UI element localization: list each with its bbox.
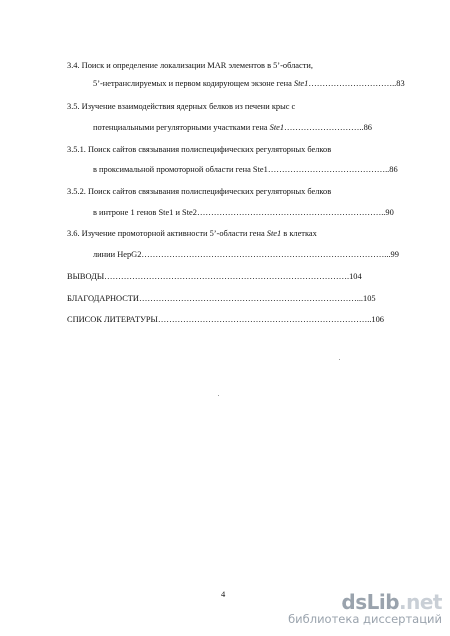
watermark-subtitle: библиотека диссертаций [288,612,442,626]
toc-page-number: 105 [363,294,376,303]
scan-speck [218,395,219,396]
toc-entry-3-6-line2: линии HepG2……………………………………………………………………………...99 [93,250,399,259]
toc-entry-3-6-line1: 3.6. Изучение промоторной активности 5’-области гена Ste1 в клетках [67,229,317,238]
toc-page-number: 86 [363,123,372,132]
toc-page-number: 90 [385,208,394,217]
toc-entry-references: СПИСОК ЛИТЕРАТУРЫ…………………………………………………………………..106 [67,315,384,324]
toc-entry-acknowledgements: БЛАГОДАРНОСТИ……………………………………………………………………...105 [67,294,376,303]
toc-entry-3-5-line2: потенциальными регуляторными участками гена Ste1………………………..86 [93,123,372,132]
toc-entry-3-4-line1: 3.4. Поиск и определение локализации MAR элементов в 5’-области, [67,61,313,70]
toc-page-number: 83 [396,79,405,88]
toc-entry-3-5-2-line2: в интроне 1 генов Ste1 и Ste2…………………………………………………………..90 [93,208,394,217]
toc-page-number: 104 [349,272,362,281]
toc-entry-conclusions: ВЫВОДЫ…………………………………………………………………………….104 [67,272,362,281]
toc-page-number: 86 [389,165,398,174]
toc-entry-3-5-line1: 3.5. Изучение взаимодействия ядерных белков из печени крыс с [67,102,296,111]
toc-page-number: 106 [371,315,384,324]
toc-entry-3-5-1-line1: 3.5.1. Поиск сайтов связывания полиспецифических регуляторных белков [67,145,332,154]
page-number: 4 [221,589,226,599]
toc-entry-3-5-1-line2: в проксимальной промоторной области гена Ste1……………………………………..86 [93,165,398,174]
toc-entry-3-5-2-line1: 3.5.2. Поиск сайтов связывания полиспецифических регуляторных белков [67,187,332,196]
watermark [288,590,442,626]
toc-page-number: 99 [390,250,399,259]
watermark-logo: dsLib.net [341,590,442,614]
toc-entry-3-4-line2: 5’-нетранслируемых и первом кодирующем экзоне гена Ste1…………………………..83 [93,79,405,88]
scan-speck [339,359,340,360]
